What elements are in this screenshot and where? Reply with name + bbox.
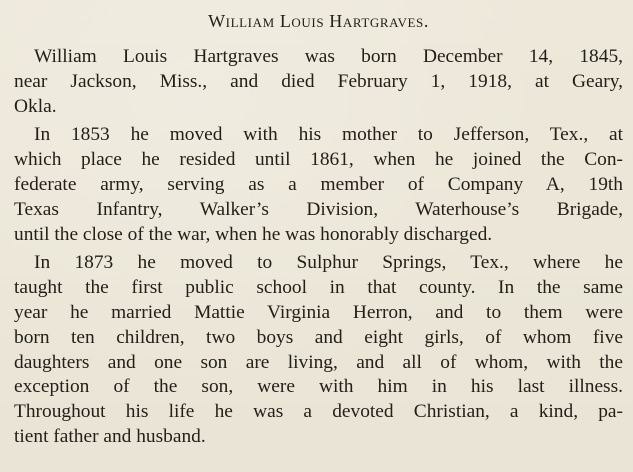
text-line: tient father and husband. bbox=[14, 425, 206, 447]
text-line: Texas Infantry, Walker’s Division, Waterhouse’s Brigade, bbox=[14, 198, 623, 220]
page-title: William Louis Hartgraves. bbox=[208, 11, 429, 31]
text-line: daughters and one son are living, and all of whom, with the bbox=[14, 351, 623, 373]
text-line: which place he resided until 1861, when he joined the Con- bbox=[14, 149, 623, 171]
text-line: until the close of the war, when he was honorably discharged. bbox=[14, 223, 493, 245]
text-line: Throughout his life he was a devoted Christian, a kind, pa- bbox=[14, 401, 623, 423]
text-line: William Louis Hartgraves was born December 14, 1845, bbox=[34, 46, 623, 67]
text-line: In 1873 he moved to Sulphur Springs, Tex., where he bbox=[34, 252, 623, 274]
text-line: year he married Mattie Virginia Herron, and to them were bbox=[14, 301, 623, 323]
paragraph-military bbox=[14, 123, 623, 247]
text-line: federate army, serving as a member of Company A, 19th bbox=[14, 173, 623, 195]
text-line: In 1853 he moved with his mother to Jefferson, Tex., at bbox=[34, 124, 623, 146]
text-line: near Jackson, Miss., and died February 1, 1918, at Geary, bbox=[14, 70, 623, 92]
text-line: taught the first public school in that county. In the same bbox=[14, 277, 623, 299]
paragraph-birth bbox=[14, 45, 623, 119]
paragraph-later-life bbox=[14, 251, 623, 449]
text-line: born ten children, two boys and eight girls, of whom five bbox=[14, 326, 623, 348]
text-line: exception of the son, were with him in his last illness. bbox=[14, 376, 623, 398]
text-line: Okla. bbox=[14, 95, 57, 117]
